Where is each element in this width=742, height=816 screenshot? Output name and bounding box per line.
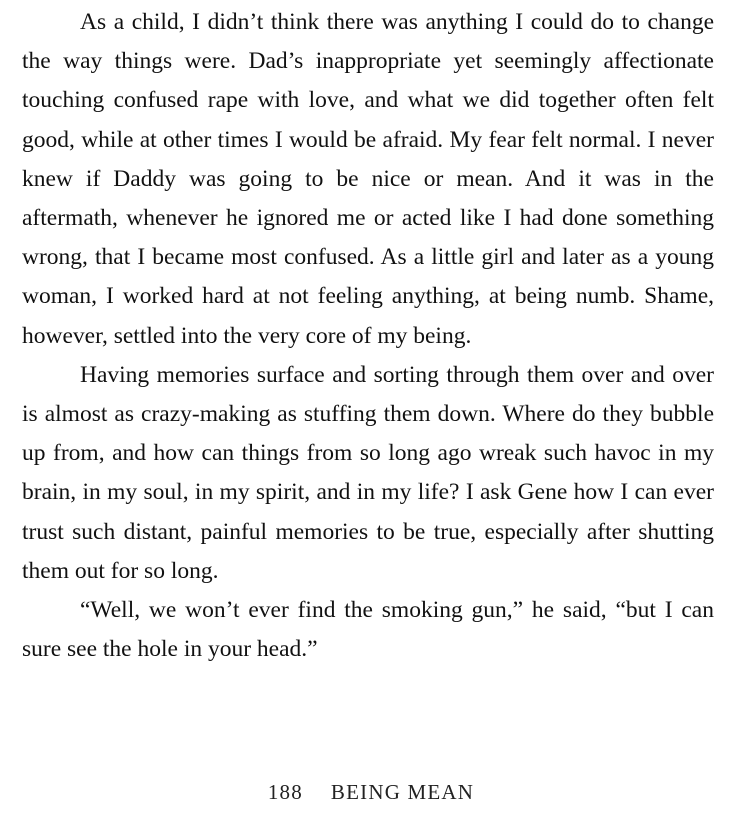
paragraph-2: Having memories surface and sorting through them over and over is almost as crazy-making as stuffing them down. Where do they bubble up from, and how can things from so long ago wreak such havoc in my brain, in my soul, in my spirit, and in my life? I ask Gene how I can ever trust such distant, painful memories to be true, especially after shutting them out for so long. — [22, 361, 714, 584]
paragraph-3: “Well, we won’t ever find the smoking gun,” he said, “but I can sure see the hole in your head.” — [22, 597, 714, 663]
paragraph-1: As a child, I didn’t think there was anything I could do to change the way things were. Dad’s inappropriate yet seemingly affectionate touching confused rape with love, and what we did together often felt good, while at other times I would be afraid. My fear felt normal. I never knew if Daddy was going to be nice or mean. And it was in the aftermath, whenever he ignored me or acted like I had done something wrong, that I became most confused. As a little girl and later as a young woman, I worked hard at not feeling anything, at being numb. Shame, however, settled into the very core of my being. — [22, 9, 714, 349]
body-text — [22, 3, 714, 669]
page-footer — [0, 777, 742, 807]
page-number: 188 — [267, 780, 303, 804]
running-title: BEING MEAN — [330, 780, 475, 804]
